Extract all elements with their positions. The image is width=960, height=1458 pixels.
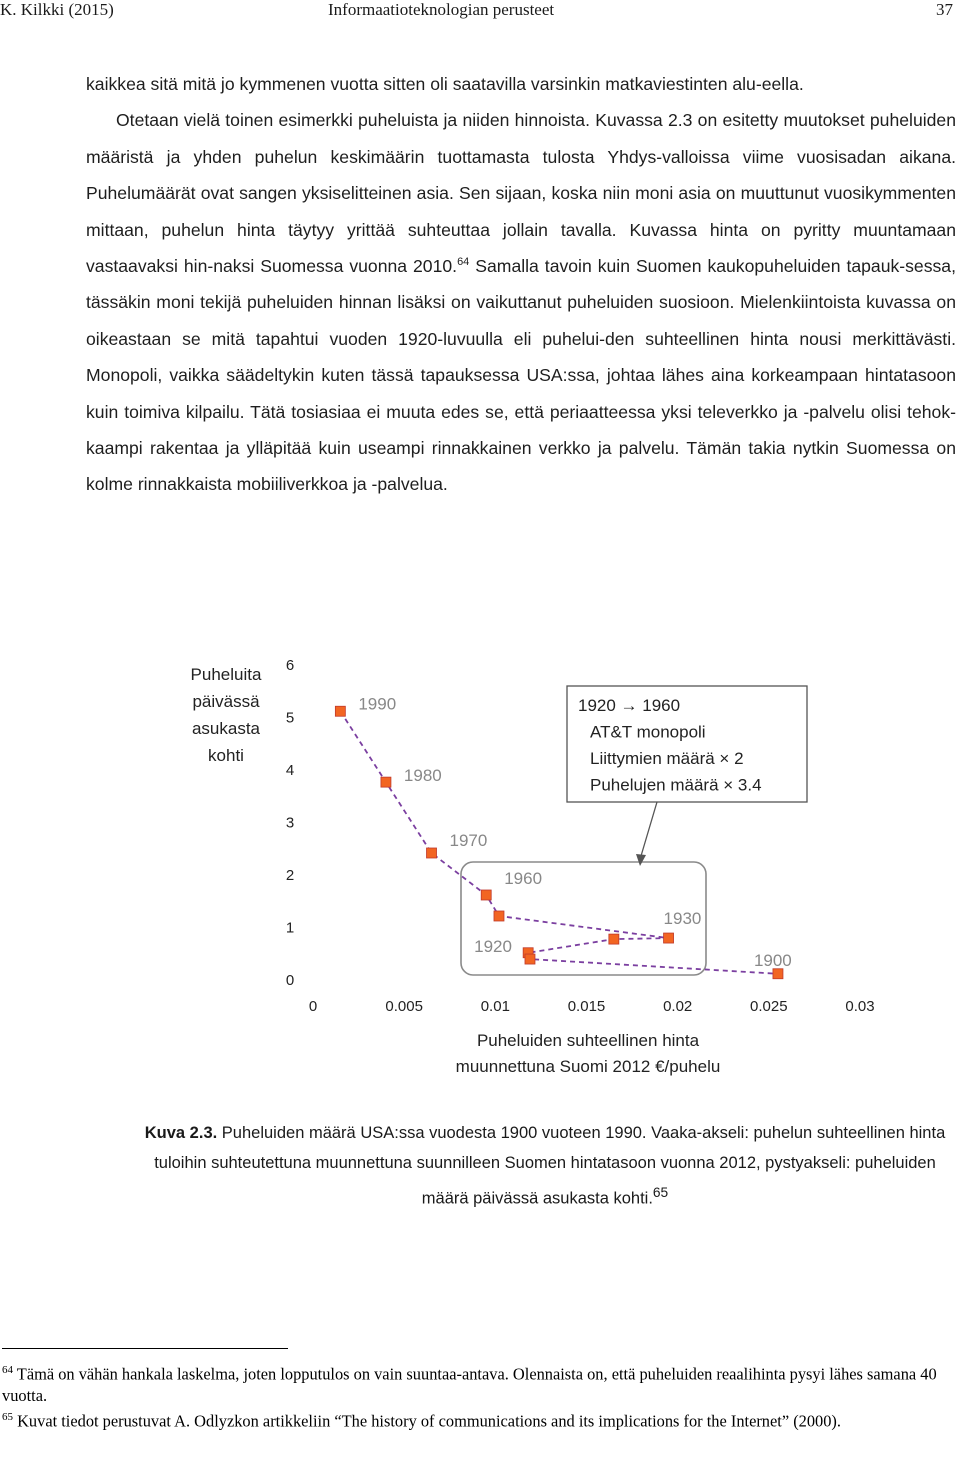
data-label: 1900	[753, 950, 792, 970]
data-point	[381, 777, 391, 787]
data-label: 1990	[358, 694, 397, 714]
data-point	[335, 706, 345, 716]
data-label: 1970	[449, 831, 488, 850]
x-tick-label: 0.01	[480, 998, 510, 1015]
x-axis-label: Puheluiden suhteellinen hinta	[476, 1031, 700, 1050]
footnotes	[2, 1360, 957, 1432]
x-tick-label: 0.03	[845, 998, 875, 1015]
footnote-rule	[2, 1348, 288, 1349]
footnote-ref-64[interactable]: 64	[457, 256, 470, 269]
x-tick-label: 0.005	[385, 998, 423, 1015]
data-label: 1930	[663, 909, 702, 929]
data-point	[664, 933, 674, 943]
y-tick-label: 4	[285, 762, 295, 779]
y-axis-label: päivässä	[192, 692, 260, 711]
page-number: 37	[936, 0, 953, 19]
body-text	[86, 66, 956, 503]
data-point	[481, 890, 491, 900]
footnote-65-number: 65	[2, 1410, 13, 1423]
footnote-65	[2, 1407, 957, 1432]
footnote-64-number: 64	[2, 1364, 13, 1376]
y-axis-label: Puheluita	[190, 665, 262, 684]
annotation-line: Puhelujen määrä × 3.4	[590, 775, 762, 795]
footnote-65-text: Kuvat tiedot perustuvat A. Odlyzkon artikkeliin “The history of communications and its implications for the Internet” (2000).	[13, 1411, 841, 1431]
paragraph-2	[86, 102, 956, 502]
footnote-ref-65[interactable]: 65	[652, 1185, 669, 1200]
header-author: K. Kilkki (2015)	[0, 0, 114, 19]
annotation-line: 1920 → 1960	[578, 696, 681, 715]
header-title: Informaatioteknologian perusteet	[328, 0, 555, 19]
y-axis-label: kohti	[208, 746, 244, 765]
y-tick-label: 5	[285, 709, 295, 727]
caption-text: Puheluiden määrä USA:ssa vuodesta 1900 vuoteen 1990. Vaaka-akseli: puhelun suhteellinen hinta tuloihin suhteutettuna muunnettuna suunnilleen Suomen hintatasoon vuonna 2012, pystyakseli: puheluiden määrä päivässä asukasta kohti.	[154, 1124, 946, 1208]
data-point	[525, 954, 535, 964]
x-tick-label: 0	[308, 998, 318, 1015]
y-tick-label: 3	[285, 814, 295, 832]
y-tick-label: 6	[285, 657, 295, 674]
x-tick-label: 0.025	[750, 998, 788, 1015]
chart-svg	[0, 640, 960, 1100]
x-axis-label: muunnettuna Suomi 2012 €/puhelu	[455, 1057, 721, 1076]
y-tick-label: 0	[285, 972, 295, 989]
annotation-line: Liittymien määrä × 2	[590, 749, 744, 768]
paragraph-2-part-a: Otetaan vielä toinen esimerkki puheluista ja niiden hinnoista. Kuvassa 2.3 on esitetty muutokset puheluiden määristä ja yhden puhelun keskimäärin tuottamasta tulosta Yhdys-valloissa viime vuosisadan aikana. Puhelumäärät ovat sangen yksiselitteinen asia. Sen sijaan, koska niin moni asia on muuttunut vuosikymmenten mittaan, puhelun hinta täytyy yrittää suhteuttaa jollain tavalla. Kuvassa hinta on pyritty muuntamaan vastaavaksi hin-naksi Suomessa vuonna 2010.	[86, 110, 956, 277]
annotation-arrow-head	[636, 854, 646, 866]
footnote-64-text: Tämä on vähän hankala laskelma, joten lopputulos on vain suuntaa-antava. Olennaista on, että puheluiden reaalihinta pysyi lähes samana 40 vuotta.	[2, 1364, 937, 1406]
data-point	[427, 848, 437, 858]
figure-chart	[0, 640, 960, 1100]
caption-label: Kuva 2.3.	[144, 1124, 218, 1142]
y-axis-label: asukasta	[191, 719, 261, 738]
data-label: 1980	[403, 766, 442, 786]
data-point	[773, 969, 783, 979]
paragraph-1: kaikkea sitä mitä jo kymmenen vuotta sitten oli saatavilla varsinkin matkaviestinten alu-eella.	[86, 74, 804, 94]
data-point	[494, 911, 504, 921]
x-tick-label: 0.015	[567, 998, 606, 1015]
data-label: 1920	[474, 936, 512, 956]
data-point	[609, 934, 619, 944]
footnote-64	[2, 1360, 957, 1407]
y-tick-label: 1	[285, 919, 295, 937]
paragraph-2-part-b: Samalla tavoin kuin Suomen kaukopuheluiden tapauk-sessa, tässäkin moni tekijä puheluiden hinnan lisäksi on vaikuttanut puheluiden suosioon. Mielenkiintoista kuvassa on oikeastaan se mitä tapahtui vuoden 1920-luvuulla eli puhelui-den suhteellinen hinta nousi merkittävästi. Monopoli, vaikka säädeltykin kuten tässä tapauksessa USA:ssa, johtaa lähes aina korkeampaan hintatasoon kuin toimiva kilpailu. Tätä tosiasiaa ei muuta edes se, että periaatteessa yksi televerkko ja -palvelu olisi tehok-kaampi rakentaa ja ylläpitää kuin useampi rinnakkainen verkko ja palvelu. Tämän takia nytkin Suomessa on kolme rinnakkaista mobiiliverkkoa ja -palvelua.	[86, 256, 956, 495]
y-tick-label: 2	[285, 867, 295, 884]
annotation-line: AT&T monopoli	[590, 722, 706, 742]
figure-caption	[140, 1118, 950, 1214]
x-tick-label: 0.02	[663, 998, 693, 1015]
page-header	[0, 0, 960, 26]
data-label: 1960	[504, 869, 543, 888]
annotation-arrow-line	[641, 802, 657, 856]
